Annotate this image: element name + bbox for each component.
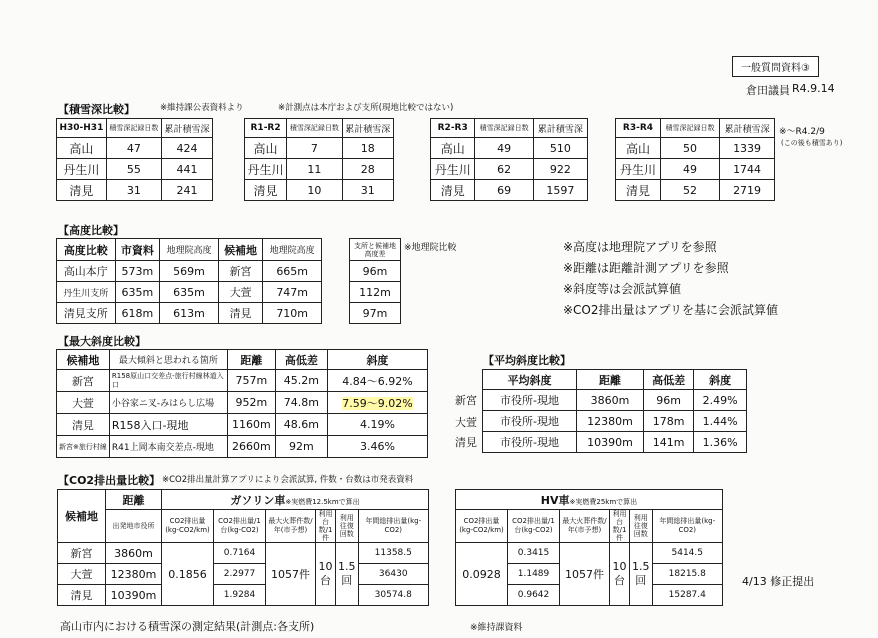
cell: 178m xyxy=(644,411,694,432)
cell: 清見 xyxy=(218,303,263,324)
cell: 952m xyxy=(227,392,275,414)
cell: 丹生川支所 xyxy=(57,282,116,303)
cell: 74.8m xyxy=(275,392,327,414)
cell: 0.0928 xyxy=(456,543,508,606)
cell: 55 xyxy=(106,159,161,180)
cell: 1597 xyxy=(533,180,587,201)
cell: 47 xyxy=(106,138,161,159)
cell: 48.6m xyxy=(275,414,327,436)
altitude-table xyxy=(56,238,322,324)
cell: 618m xyxy=(115,303,160,324)
cell: 241 xyxy=(161,180,212,201)
cell: 1.9284 xyxy=(214,585,266,606)
cell: 1.36% xyxy=(694,432,747,453)
cell: 62 xyxy=(475,159,533,180)
cell: 市役所-現地 xyxy=(483,390,577,411)
note-line: ※CO2排出量はアプリを基に会派試算値 xyxy=(563,303,779,317)
header-cell: 市資料 xyxy=(115,239,160,261)
author: 倉田議員 xyxy=(746,84,790,97)
header-cell: 高低差 xyxy=(275,350,327,370)
cell: 清見 xyxy=(57,180,107,201)
avg-slope-title: 【平均斜度比較】 xyxy=(483,354,571,367)
header-cell: CO2排出量(kg-CO2/km) xyxy=(162,510,214,543)
cell: 510 xyxy=(533,138,587,159)
cell: 高山 xyxy=(245,138,287,159)
cell: 4.19% xyxy=(327,414,427,436)
cell: 613m xyxy=(160,303,219,324)
note-line: ※高度は地理院アプリを参照 xyxy=(563,240,717,254)
cell: 15287.4 xyxy=(652,585,723,606)
cell: 2660m xyxy=(227,436,275,458)
altitude-diff-note: ※地理院比較 xyxy=(404,243,457,253)
period: R2-R3 xyxy=(431,119,475,138)
cell: 710m xyxy=(263,303,322,324)
cell: 665m xyxy=(263,261,322,282)
cell: 30574.8 xyxy=(358,585,429,606)
cell: 18 xyxy=(342,138,393,159)
cell: 69 xyxy=(475,180,533,201)
header-cell: CO2排出量(kg-CO2/km) xyxy=(456,510,508,543)
header-cell: 高度比較 xyxy=(57,239,116,261)
row-label: 新宮 xyxy=(455,394,477,407)
cell: 141m xyxy=(644,432,694,453)
cell: 31 xyxy=(342,180,393,201)
snow-table-r2 xyxy=(430,118,588,201)
cell: 0.7164 xyxy=(214,543,266,564)
header-cell: CO2排出量/1台(kg-CO2) xyxy=(508,510,560,543)
col-days: 積雪深記録日数 xyxy=(287,119,342,138)
cell: 11358.5 xyxy=(358,543,429,564)
cell: 清見 xyxy=(58,585,106,606)
header-cell: 距離 xyxy=(106,490,162,510)
revision-note: 4/13 修正提出 xyxy=(742,575,815,588)
cell: 2.49% xyxy=(694,390,747,411)
cell: 1.1489 xyxy=(508,564,560,585)
cell: 新宮 xyxy=(218,261,263,282)
cell: 新宮 xyxy=(58,543,106,564)
cell: 31 xyxy=(106,180,161,201)
header-cell: 平均斜度 xyxy=(483,370,577,390)
row-label: 大萱 xyxy=(455,416,477,429)
cell: 3860m xyxy=(577,390,644,411)
cell: 市役所-現地 xyxy=(483,411,577,432)
header-cell: 地理院高度 xyxy=(160,239,219,261)
cell: 97m xyxy=(350,303,401,324)
cell: 新宮 xyxy=(57,370,110,392)
cell: R158原山口交差点-旅行村線林道入口 xyxy=(109,370,227,392)
slope-table xyxy=(56,349,428,458)
note-line: ※距離は距離計測アプリを参照 xyxy=(563,261,729,275)
hv-title: HV車 xyxy=(540,493,570,507)
snow-table-h30 xyxy=(56,118,213,201)
cell: 1160m xyxy=(227,414,275,436)
hv-header xyxy=(456,490,723,510)
header-cell: 利用往復回数 xyxy=(336,510,359,543)
cell: 28 xyxy=(342,159,393,180)
cell: 大萱 xyxy=(218,282,263,303)
cell: 747m xyxy=(263,282,322,303)
cell xyxy=(327,392,427,414)
col-total: 累計積雪深 xyxy=(161,119,212,138)
header-cell: 高低差 xyxy=(644,370,694,390)
snow-note2: ※計測点は本庁および支所(現地比較ではない) xyxy=(278,103,454,113)
highlight: 7.59～9.02% xyxy=(342,396,413,410)
cell: 573m xyxy=(115,261,160,282)
header-cell: 最大火葬件数/年(市予想) xyxy=(560,510,610,543)
header-cell: 候補地 xyxy=(58,490,106,543)
cell: 635m xyxy=(160,282,219,303)
cell: 清見 xyxy=(616,180,661,201)
cell: 11 xyxy=(287,159,342,180)
cell: 7 xyxy=(287,138,342,159)
avg-slope-table xyxy=(482,369,747,453)
cell: 1339 xyxy=(720,138,775,159)
cell: 小谷家ニ叉-みはらし広場 xyxy=(109,392,227,414)
doc-tag: 一般質問資料③ xyxy=(732,56,819,77)
cell: 0.9642 xyxy=(508,585,560,606)
cell: 清見支所 xyxy=(57,303,116,324)
cell: 12380m xyxy=(577,411,644,432)
footer-right: ※維持課資料 xyxy=(470,623,523,633)
date: R4.9.14 xyxy=(792,82,835,95)
gas-title: ガソリン車 xyxy=(230,493,286,507)
header-cell: 最大火葬件数/年(市予想) xyxy=(266,510,316,543)
cell: 丹生川 xyxy=(431,159,475,180)
cell: 424 xyxy=(161,138,212,159)
cell: 4.84～6.92% xyxy=(327,370,427,392)
snow-title: 【積雪深比較】 xyxy=(58,103,135,116)
cell: 36430 xyxy=(358,564,429,585)
col-days: 積雪深記録日数 xyxy=(475,119,533,138)
cell: 高山 xyxy=(616,138,661,159)
header-cell: 地理院高度 xyxy=(263,239,322,261)
cell: 高山 xyxy=(57,138,107,159)
cell: 清見 xyxy=(57,414,110,436)
cell: 18215.8 xyxy=(652,564,723,585)
snow-side-note: ※～R4.2/9 xyxy=(779,127,825,137)
cell: 635m xyxy=(115,282,160,303)
cell: 3860m xyxy=(106,543,162,564)
footer-left: 高山市内における積雪深の測定結果(計測点:各支所) xyxy=(60,620,315,633)
altitude-diff-table xyxy=(349,238,401,324)
header-cell: 年間総排出量(kg-CO2) xyxy=(652,510,723,543)
cell: 0.3415 xyxy=(508,543,560,564)
cell: 5414.5 xyxy=(652,543,723,564)
cell: 92m xyxy=(275,436,327,458)
cell: 96m xyxy=(644,390,694,411)
col-days: 積雪深記録日数 xyxy=(660,119,719,138)
altitude-title: 【高度比較】 xyxy=(58,224,124,237)
cell: 52 xyxy=(660,180,719,201)
header-cell: 年間総排出量(kg-CO2) xyxy=(358,510,429,543)
header-cell: 斜度 xyxy=(694,370,747,390)
cell: 清見 xyxy=(245,180,287,201)
cell: 1.5回 xyxy=(630,543,653,606)
cell: 大萱 xyxy=(58,564,106,585)
co2-note: ※CO2排出量計算アプリにより会派試算, 件数・台数は市発表資料 xyxy=(162,475,414,485)
cell: 丹生川 xyxy=(616,159,661,180)
cell: R158入口-現地 xyxy=(109,414,227,436)
cell: 1744 xyxy=(720,159,775,180)
cell: 高山 xyxy=(431,138,475,159)
diff-header: 支所と候補地高度差 xyxy=(350,239,401,261)
cell: 丹生川 xyxy=(57,159,107,180)
cell: 1057件 xyxy=(266,543,316,606)
period: H30-H31 xyxy=(57,119,107,138)
cell: 清見 xyxy=(431,180,475,201)
cell: 1.44% xyxy=(694,411,747,432)
snow-note1: ※維持課公表資料より xyxy=(160,103,244,113)
slope-title: 【最大斜度比較】 xyxy=(58,335,146,348)
cell: 10 xyxy=(287,180,342,201)
cell: 3.46% xyxy=(327,436,427,458)
cell: 441 xyxy=(161,159,212,180)
header-cell: 利用台数/1件 xyxy=(316,510,336,543)
cell: 10台 xyxy=(316,543,336,606)
header-cell: 最大傾斜と思われる箇所 xyxy=(109,350,227,370)
header-cell: 距離 xyxy=(227,350,275,370)
col-days: 積雪深記録日数 xyxy=(106,119,161,138)
cell: 新宮※旅行村線 xyxy=(57,436,110,458)
snow-table-r3 xyxy=(615,118,775,201)
cell: 2.2977 xyxy=(214,564,266,585)
co2-title: 【CO2排出量比較】 xyxy=(58,474,161,487)
header-cell: 候補地 xyxy=(218,239,263,261)
co2-gas-table xyxy=(57,489,429,606)
hv-sub: ※実燃費25kmで算出 xyxy=(569,497,638,506)
header-cell: CO2排出量/1台(kg-CO2) xyxy=(214,510,266,543)
header-cell: 距離 xyxy=(577,370,644,390)
cell: 0.1856 xyxy=(162,543,214,606)
cell: 45.2m xyxy=(275,370,327,392)
cell: 1.5回 xyxy=(336,543,359,606)
header-cell: 利用往復回数 xyxy=(630,510,653,543)
header-cell: 出発地市役所 xyxy=(106,510,162,543)
cell: 569m xyxy=(160,261,219,282)
cell: 50 xyxy=(660,138,719,159)
cell: 2719 xyxy=(720,180,775,201)
cell: 大萱 xyxy=(57,392,110,414)
header-cell: 利用台数/1件 xyxy=(610,510,630,543)
cell: 10390m xyxy=(577,432,644,453)
col-total: 累計積雪深 xyxy=(342,119,393,138)
gas-sub: ※実燃費12.5kmで算出 xyxy=(285,497,360,506)
cell: 757m xyxy=(227,370,275,392)
co2-hv-table xyxy=(455,489,723,606)
cell: 49 xyxy=(660,159,719,180)
col-total: 累計積雪深 xyxy=(533,119,587,138)
note-line: ※斜度等は会派試算値 xyxy=(563,282,682,296)
cell: 96m xyxy=(350,261,401,282)
cell: 12380m xyxy=(106,564,162,585)
cell: 922 xyxy=(533,159,587,180)
period: R3-R4 xyxy=(616,119,661,138)
gas-header xyxy=(162,490,429,510)
cell: 丹生川 xyxy=(245,159,287,180)
cell: R41上岡本南交差点-現地 xyxy=(109,436,227,458)
cell: 高山本庁 xyxy=(57,261,116,282)
snow-table-r1 xyxy=(244,118,394,201)
cell: 49 xyxy=(475,138,533,159)
row-label: 清見 xyxy=(455,436,477,449)
cell: 市役所-現地 xyxy=(483,432,577,453)
cell: 1057件 xyxy=(560,543,610,606)
cell: 10390m xyxy=(106,585,162,606)
header-cell: 候補地 xyxy=(57,350,110,370)
header-cell: 斜度 xyxy=(327,350,427,370)
col-total: 累計積雪深 xyxy=(720,119,775,138)
snow-side-note2: (この後も積雪あり) xyxy=(781,139,843,147)
cell: 10台 xyxy=(610,543,630,606)
period: R1-R2 xyxy=(245,119,287,138)
cell: 112m xyxy=(350,282,401,303)
